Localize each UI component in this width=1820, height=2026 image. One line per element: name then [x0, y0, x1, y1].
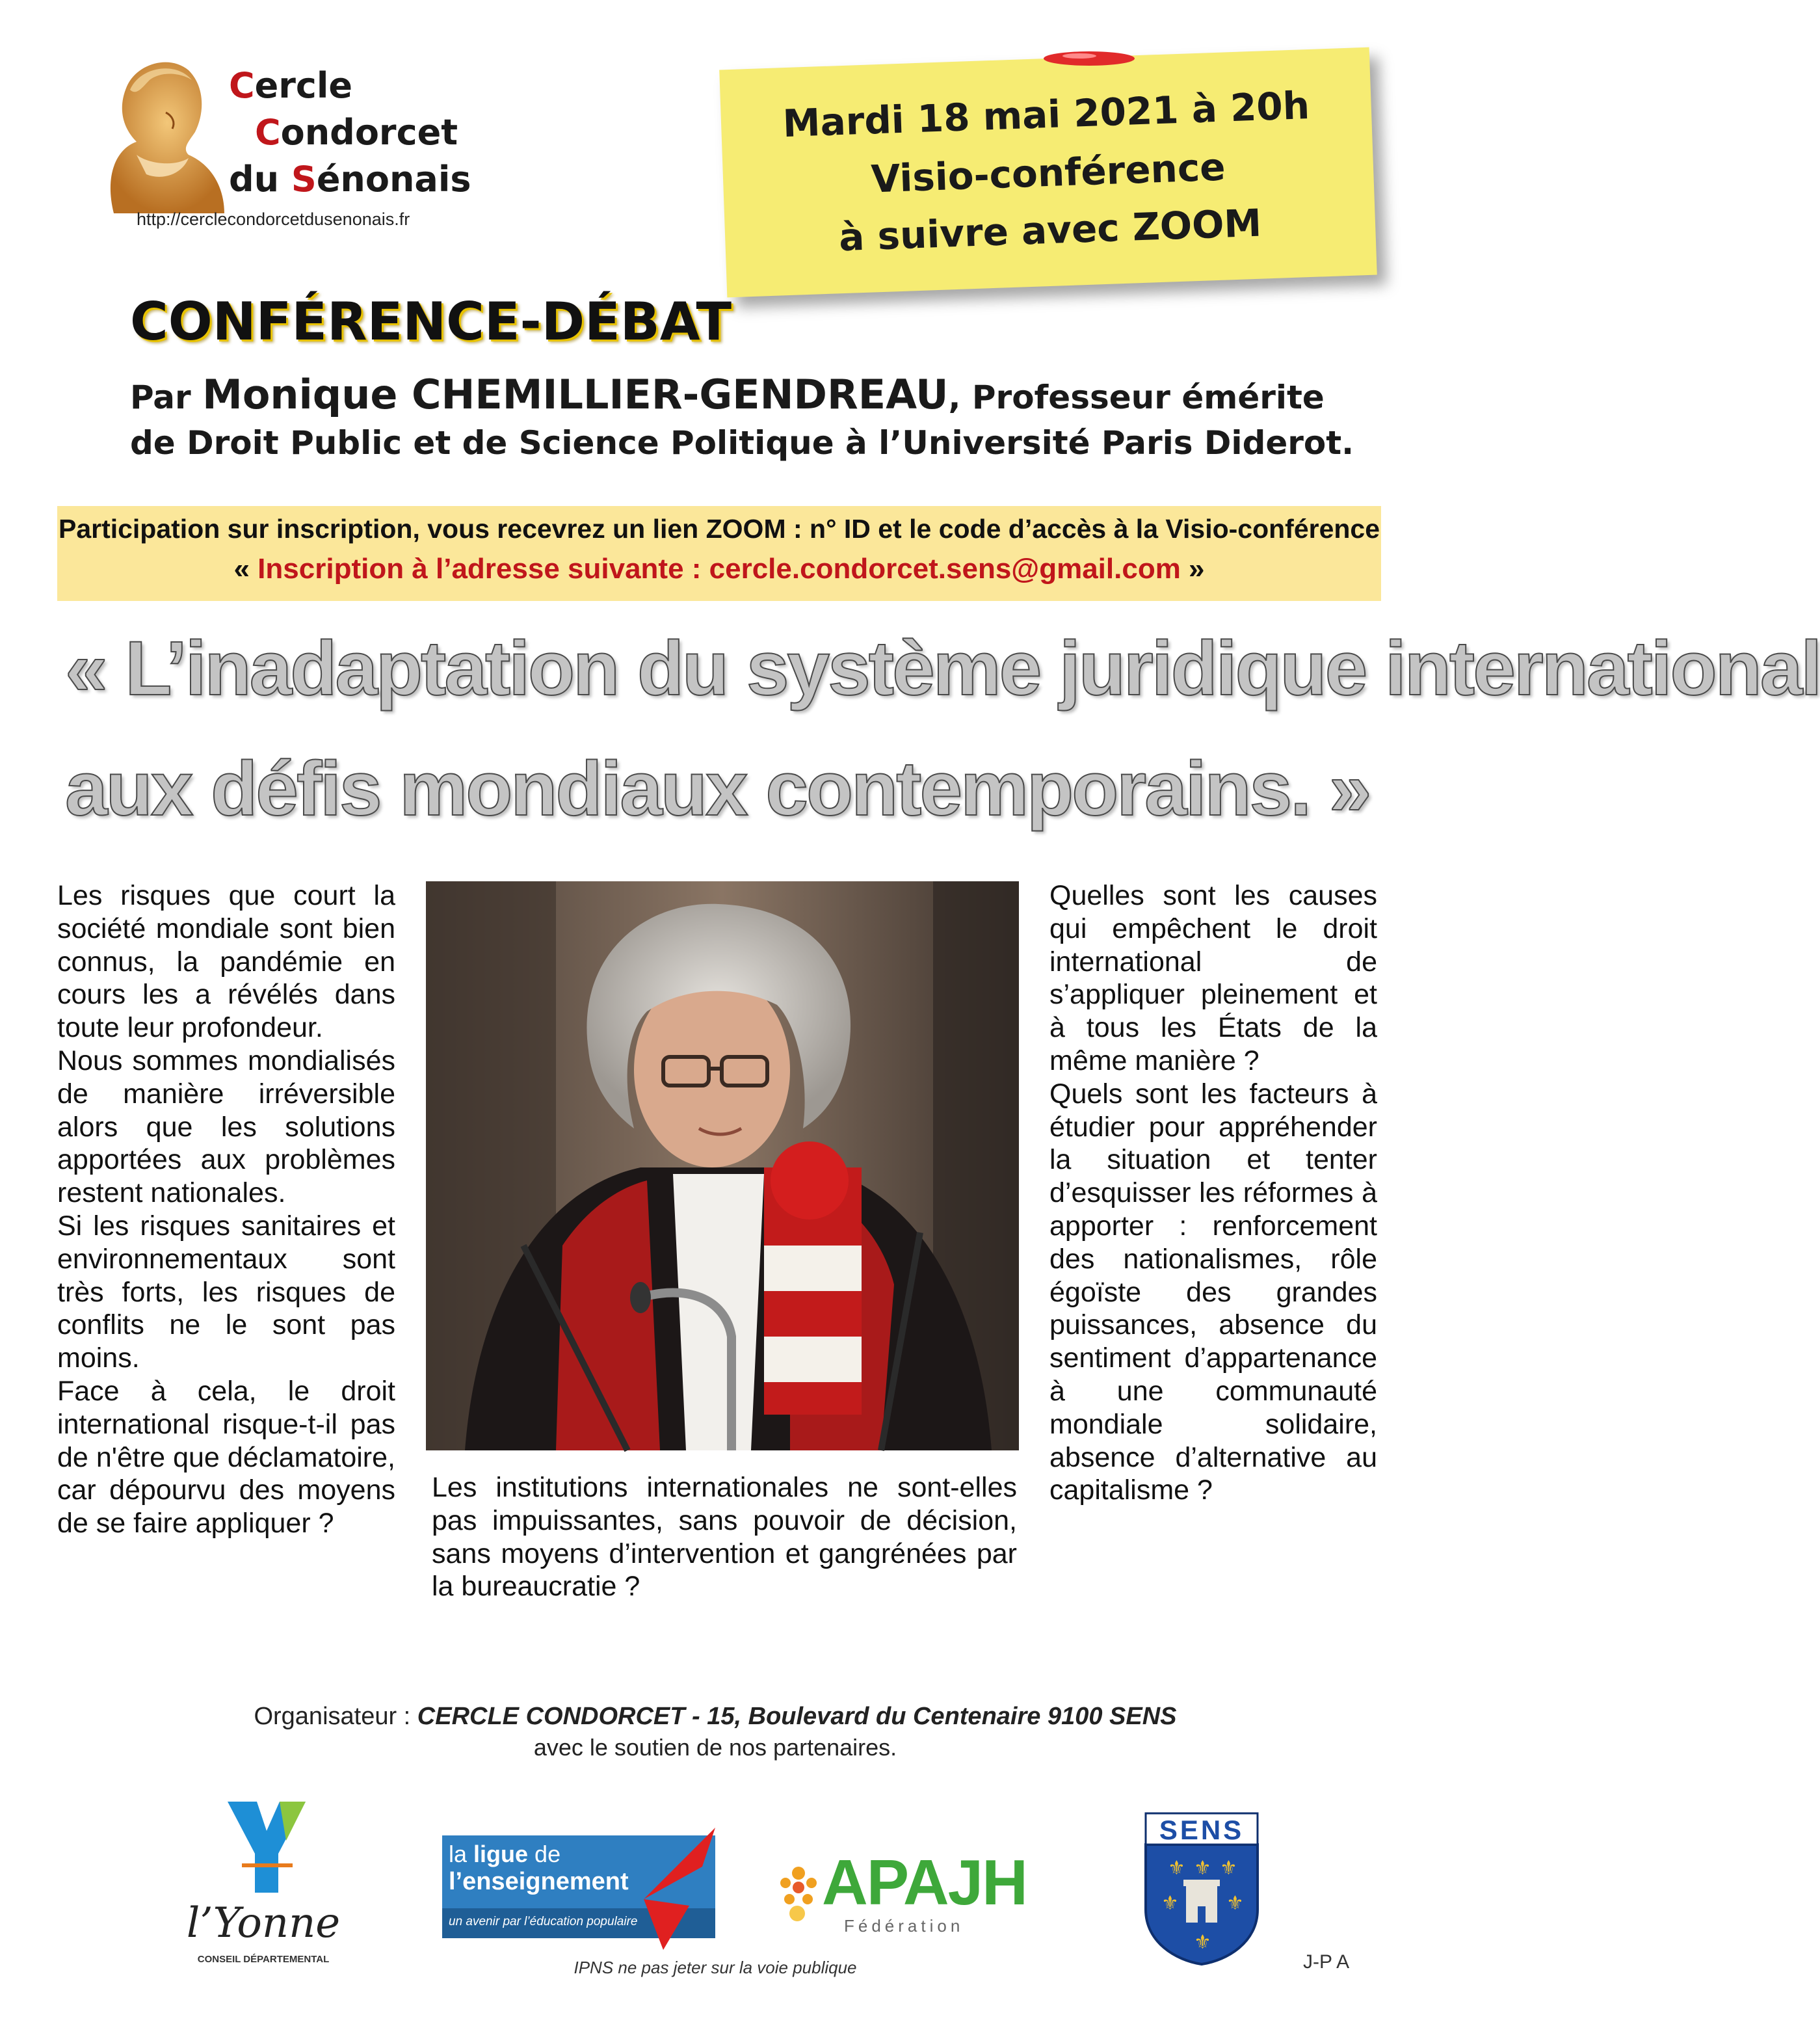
logo-line-3: du Sénonais — [229, 159, 471, 200]
condorcet-portrait-logo — [91, 51, 228, 213]
note-format: Visio-conférence — [870, 144, 1226, 202]
website-url: http://cerclecondorcetdusenonais.fr — [137, 209, 410, 229]
paragraph: Les institutions internationales ne sont-elles pas impuissantes, sans pouvoir de décision, sans moyens d’intervention et gangrénées par la bureaucratie ? — [432, 1472, 1017, 1603]
paragraph: Si les risques sanitaires et environnementaux sont très forts, les risques de conflits ne le sont pas moins. — [57, 1210, 395, 1374]
paragraph: Quelles sont les causes qui empêchent le droit international de s’appliquer pleinement et à tous les États de la même manière ? — [1049, 880, 1377, 1076]
apajh-name: APAJH — [822, 1846, 1027, 1918]
yonne-y-icon — [228, 1802, 306, 1893]
paragraph: Face à cela, le droit international risque-t-il pas de n'être que déclamatoire, car dépourvu des moyens de se faire appliquer ? — [57, 1375, 395, 1539]
sens-coat-of-arms — [1143, 1812, 1260, 1966]
speaker-line: Par Monique CHEMILLIER-GENDREAU, Professeur émérite de Droit Public et de Science Politique à l’Université Paris Diderot. — [130, 371, 1354, 462]
paragraph: Les risques que court la société mondiale sont bien connus, la pandémie en cours les a révélés dans toute leur profondeur. — [57, 880, 395, 1044]
organizer-line: Organisateur : CERCLE CONDORCET - 15, Boulevard du Centenaire 9100 SENS — [254, 1703, 1177, 1730]
partners-support-line: avec le soutien de nos partenaires. — [533, 1734, 897, 1761]
paragraph: Quels sont les facteurs à étudier pour appréhender la situation et tenter d’esquisser les réformes à apporter : renforcement des nationalismes, rôle égoïste des grandes puissances, absence du sentiment d’appartenance à une communauté mondiale solidaire, absence d’alternative au capitalisme ? — [1049, 1078, 1377, 1506]
svg-text:⚜: ⚜ — [1168, 1857, 1185, 1880]
registration-email[interactable]: Inscription à l’adresse suivante : cercle.condorcet.sens@gmail.com — [249, 553, 1189, 585]
svg-text:⚜: ⚜ — [1194, 1857, 1211, 1880]
lecture-title-line-1: « L’inadaptation du système juridique international — [65, 626, 1820, 712]
svg-text:⚜: ⚜ — [1226, 1892, 1244, 1915]
flower-icon — [772, 1854, 824, 1925]
svg-text:⚜: ⚜ — [1194, 1931, 1211, 1954]
lecture-title-line-2: aux défis mondiaux contemporains. » — [65, 746, 1370, 832]
speaker-photo — [426, 881, 1019, 1450]
organizer-name: CERCLE CONDORCET - 15, Boulevard du Centenaire 9100 SENS — [417, 1703, 1177, 1730]
logo-line-2: Condorcet — [255, 112, 458, 153]
note-platform: à suivre avec ZOOM — [838, 200, 1263, 260]
note-date: Mardi 18 mai 2021 à 20h — [782, 83, 1311, 146]
apajh-subtitle: Fédération — [844, 1916, 964, 1936]
yonne-name: l’Yonne — [186, 1899, 341, 1947]
apajh-logo — [772, 1846, 1046, 1937]
middle-column-text — [432, 1471, 1017, 1603]
pushpin-icon — [1040, 49, 1138, 68]
registration-info: Participation sur inscription, vous recevrez un lien ZOOM : n° ID et le code d’accès à la Visio-conférence — [58, 514, 1380, 544]
svg-text:⚜: ⚜ — [1220, 1857, 1237, 1880]
yonne-subtitle: CONSEIL DÉPARTEMENTAL — [197, 1954, 330, 1965]
conference-title: CONFÉRENCE-DÉBAT — [130, 291, 732, 352]
yonne-logo — [176, 1802, 351, 1971]
logo-line-1: Cercle — [229, 65, 353, 106]
ligue-enseignement-logo — [442, 1835, 715, 1938]
ligue-arrow-icon — [637, 1828, 722, 1951]
date-sticky-note — [719, 47, 1377, 298]
ipns-notice: IPNS ne pas jeter sur la voie publique — [574, 1958, 857, 1977]
ligue-line-2: l’enseignement — [449, 1868, 629, 1895]
sens-name: SENS — [1159, 1815, 1245, 1845]
right-column-text — [1049, 879, 1377, 1507]
registration-address: « Inscription à l’adresse suivante : cercle.condorcet.sens@gmail.com » — [233, 553, 1205, 585]
paragraph: Nous sommes mondialisés de manière irréversible alors que les solutions apportées aux problèmes restent nationales. — [57, 1045, 395, 1209]
ligue-tagline: un avenir par l’éducation populaire — [449, 1915, 638, 1928]
author-initials: J-P A — [1303, 1951, 1350, 1973]
ligue-line-1: la ligue de — [449, 1841, 561, 1867]
speaker-name: Monique CHEMILLIER-GENDREAU — [202, 371, 949, 418]
left-column-text — [57, 879, 395, 1540]
svg-text:⚜: ⚜ — [1161, 1892, 1179, 1915]
